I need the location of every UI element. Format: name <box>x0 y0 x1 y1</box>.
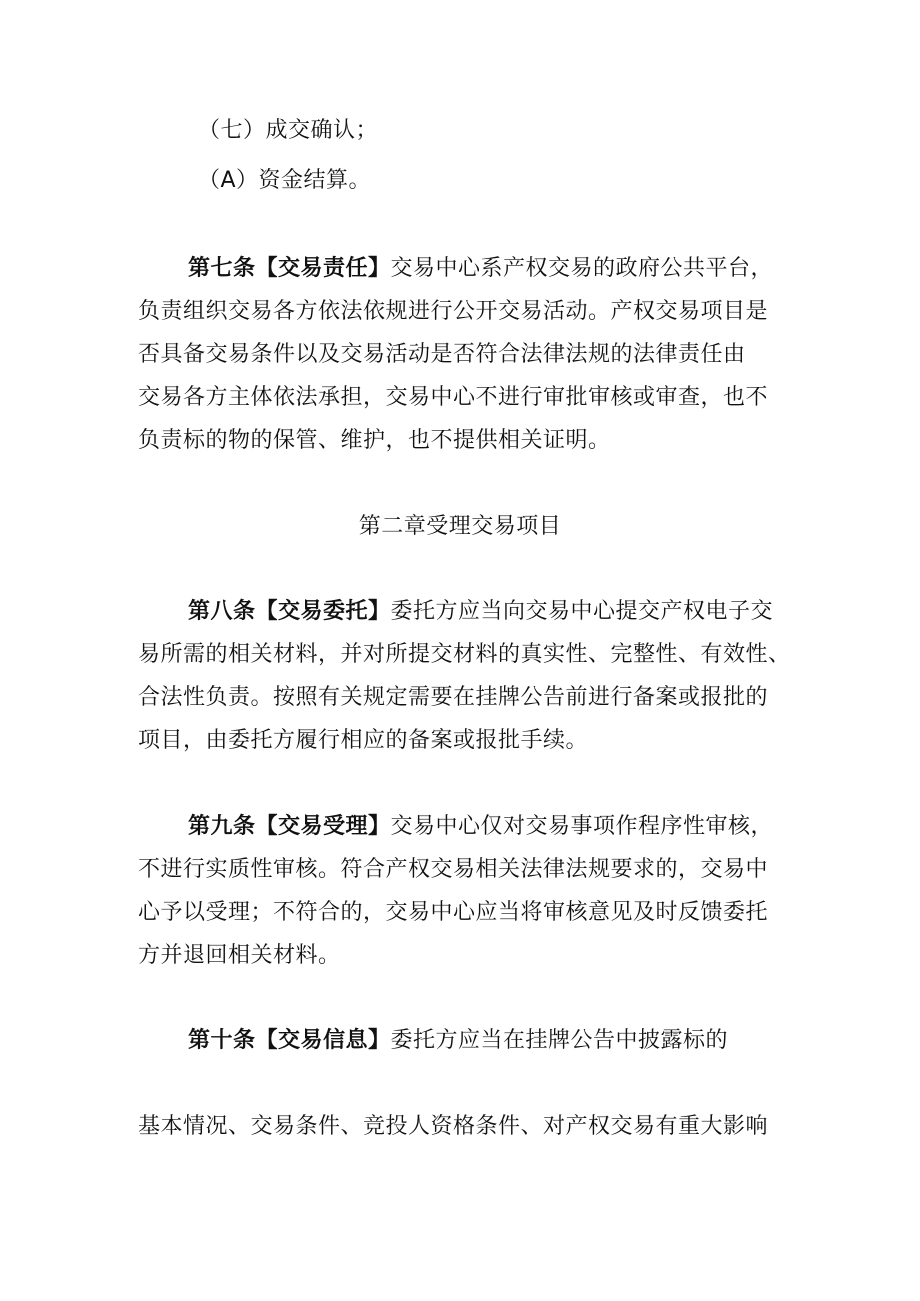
article-8-line: 项目，由委托方履行相应的备案或报批手续。 <box>138 728 589 753</box>
article-10-text: 委托方应当在挂牌公告中披露标的 <box>390 1028 729 1053</box>
article-8-label: 第八条【交易委托】 <box>188 599 391 624</box>
article-7-line: 负责标的物的保管、维护，也不提供相关证明。 <box>138 428 611 453</box>
article-7-line: 否具备交易条件以及交易活动是否符合法律法规的法律责任由 <box>138 342 746 367</box>
article-7-text: 交易中心系产权交易的政府公共平台， <box>390 256 774 281</box>
article-10-label: 第十条【交易信息】 <box>188 1028 391 1053</box>
article-9-line: 不进行实质性审核。符合产权交易相关法律法规要求的，交易中 <box>138 857 769 882</box>
article-10-line: 基本情况、交易条件、竞投人资格条件、对产权交易有重大影响 <box>138 1114 769 1139</box>
article-9-line: 心予以受理；不符合的，交易中心应当将审核意见及时反馈委托 <box>138 900 769 925</box>
article-9-label: 第九条【交易受理】 <box>188 814 391 839</box>
article-9-line: 方并退回相关材料。 <box>138 943 341 968</box>
article-7-label: 第七条【交易责任】 <box>188 256 391 281</box>
list-item-a: （A）资金结算。 <box>198 168 372 193</box>
chapter-heading: 第二章受理交易项目 <box>358 514 562 539</box>
article-8-first-line <box>188 597 773 627</box>
article-8-text: 委托方应当向交易中心提交产权电子交 <box>390 599 774 624</box>
article-7-line: 负责组织交易各方依法依规进行公开交易活动。产权交易项目是 <box>138 299 769 324</box>
article-8-line: 易所需的相关材料，并对所提交材料的真实性、完整性、有效性、 <box>138 642 791 667</box>
article-9-text: 交易中心仅对交易事项作程序性审核， <box>390 814 774 839</box>
article-8-line: 合法性负责。按照有关规定需要在挂牌公告前进行备案或报批的 <box>138 685 769 710</box>
article-7-line: 交易各方主体依法承担，交易中心不进行审批审核或审查，也不 <box>138 385 769 410</box>
article-9-first-line <box>188 812 773 842</box>
article-7-first-line <box>188 254 773 284</box>
list-item-7: （七）成交确认； <box>198 118 379 143</box>
article-10-first-line <box>188 1026 728 1056</box>
